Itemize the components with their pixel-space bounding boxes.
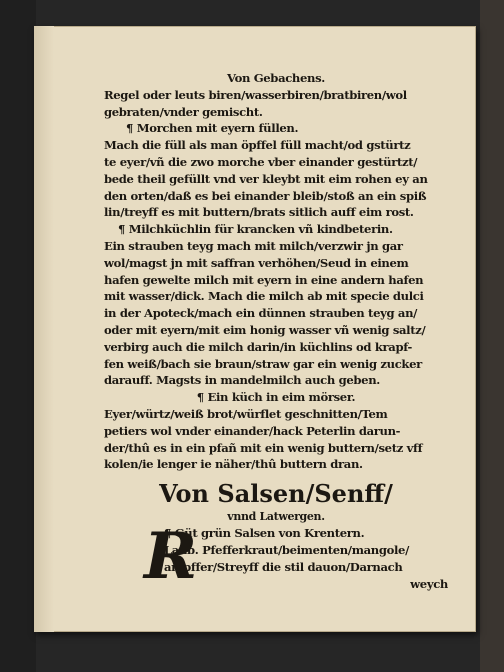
text-line: mit wasser/dick. Mach die milch ab mit specie dulci: [104, 289, 424, 304]
text-line: Eyer/würtz/weiß brot/würflet geschnitten/Tem: [104, 406, 388, 421]
text-line: den orten/daß es bei einander bleib/stoß an ein spiß: [104, 188, 427, 203]
text-line: oder mit eyern/mit eim honig wasser vñ wenig saltz/: [104, 322, 426, 337]
text-line: Laub. Pfefferkraut/beimenten/mangole/: [164, 542, 409, 557]
text-line: wol/magst jn mit saffran verhöhen/Seud in einem: [104, 255, 409, 270]
text-line: in der Apoteck/mach ein dünnen strauben teyg an/: [104, 306, 418, 321]
text-line: darauff. Magsts in mandelmilch auch geben.: [104, 373, 380, 388]
text-line: fen weiß/bach sie braun/straw gar ein wenig zucker: [104, 356, 422, 371]
recipe-title: ¶ Güt grün Salsen von Krentern.: [164, 526, 365, 541]
text-line: lin/treyff es mit buttern/brats sitlich auff eim rost.: [104, 205, 414, 220]
page-text: [104, 70, 448, 595]
text-line: Mach die füll als man öpffel füll macht/od gstürtz: [104, 138, 411, 153]
text-line: gebraten/vnder gemischt.: [104, 104, 263, 119]
text-line: verbirg auch die milch darin/in küchlins od krapf-: [104, 339, 412, 354]
section-body: [104, 519, 448, 595]
background-left: [0, 0, 36, 672]
recipe-title: ¶ Ein küch in eim mörser.: [196, 390, 356, 405]
decorated-initial: R: [144, 519, 197, 595]
text-line: petiers wol vnder einander/hack Peterlin darun-: [104, 423, 401, 438]
section-subheading: vnnd Latwergen.: [227, 510, 325, 524]
catchword: weych: [410, 576, 448, 591]
text-line: ampffer/Streyff die stil dauon/Darnach: [164, 559, 403, 574]
running-head: Von Gebachens.: [227, 71, 325, 85]
text-line: Regel oder leuts biren/wasserbiren/bratbiren/wol: [104, 87, 407, 102]
page-gutter: [34, 26, 54, 632]
text-line: kolen/ie lenger ie näher/thû buttern dran.: [104, 457, 363, 472]
section-heading: Von Salsen/Senff/: [159, 479, 393, 509]
text-line: hafen gewelte milch mit eyern in eine andern hafen: [104, 272, 424, 287]
text-line: bede theil gefüllt vnd ver kleybt mit eim rohen ey an: [104, 171, 428, 186]
text-line: te eyer/vñ die zwo morche vber einander gestürtzt/: [104, 154, 418, 169]
recipe-title: ¶ Morchen mit eyern füllen.: [126, 121, 299, 136]
recipe-title: ¶ Milchküchlin für krancken vñ kindbeterin.: [118, 222, 393, 237]
text-line: der/thû es in ein pfañ mit ein wenig buttern/setz vff: [104, 440, 423, 455]
text-line: Ein strauben teyg mach mit milch/verzwir jn gar: [104, 238, 403, 253]
background-right: [480, 0, 504, 672]
